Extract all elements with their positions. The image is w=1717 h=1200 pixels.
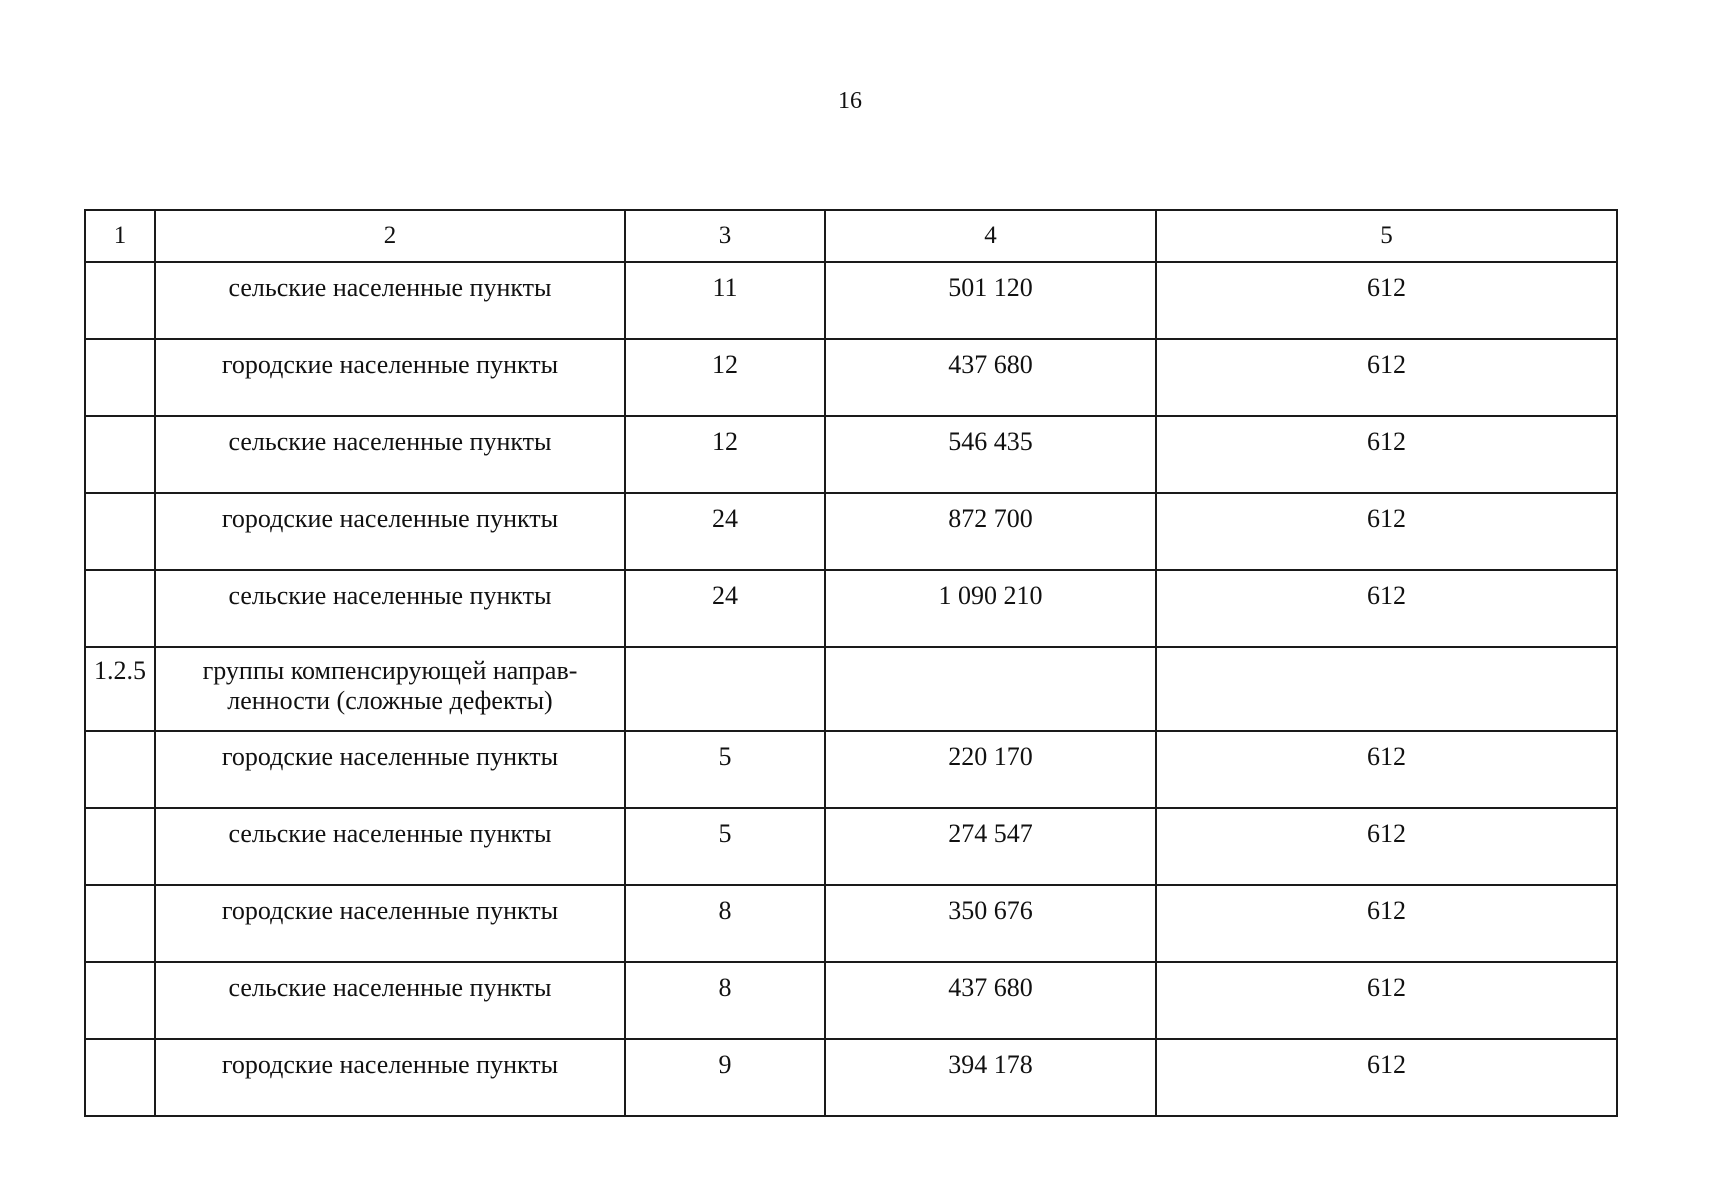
row-col3-cell: 5: [625, 808, 825, 885]
row-col3-cell: 12: [625, 339, 825, 416]
row-col4-cell: 220 170: [825, 731, 1156, 808]
row-col3-cell: 12: [625, 416, 825, 493]
row-col3-cell: 8: [625, 885, 825, 962]
row-col3-cell: 11: [625, 262, 825, 339]
row-col3-cell: 5: [625, 731, 825, 808]
row-name-cell: сельские населенные пункты: [155, 262, 625, 339]
table-body: [85, 262, 1617, 1116]
row-name-cell: сельские населенные пункты: [155, 962, 625, 1039]
row-name-cell: городские населенные пункты: [155, 731, 625, 808]
row-col4-cell: 546 435: [825, 416, 1156, 493]
row-name-cell: сельские населенные пункты: [155, 808, 625, 885]
row-col4-cell: 872 700: [825, 493, 1156, 570]
row-col3-cell: 24: [625, 570, 825, 647]
header-cell-3: 3: [625, 210, 825, 262]
row-col5-cell: 612: [1156, 339, 1617, 416]
row-col5-cell: 612: [1156, 493, 1617, 570]
row-number-cell: [85, 885, 155, 962]
row-col5-cell: 612: [1156, 885, 1617, 962]
table-row: [85, 962, 1617, 1039]
table-header: [85, 210, 1617, 262]
row-number-cell: [85, 493, 155, 570]
row-col4-cell: 501 120: [825, 262, 1156, 339]
header-row: [85, 210, 1617, 262]
row-number-cell: [85, 570, 155, 647]
row-col3-cell: 24: [625, 493, 825, 570]
row-col5-cell: 612: [1156, 962, 1617, 1039]
row-col4-cell: 437 680: [825, 962, 1156, 1039]
row-number-cell: [85, 731, 155, 808]
header-cell-1: 1: [85, 210, 155, 262]
row-col4-cell: 437 680: [825, 339, 1156, 416]
row-col5-cell: [1156, 647, 1617, 731]
row-number-cell: [85, 262, 155, 339]
table-row: [85, 808, 1617, 885]
row-col5-cell: 612: [1156, 731, 1617, 808]
row-col4-cell: 394 178: [825, 1039, 1156, 1116]
table-row: [85, 339, 1617, 416]
row-col4-cell: 350 676: [825, 885, 1156, 962]
row-name-cell: городские населенные пункты: [155, 1039, 625, 1116]
header-cell-4: 4: [825, 210, 1156, 262]
row-name-cell: городские населенные пункты: [155, 885, 625, 962]
data-table: [84, 209, 1618, 1117]
row-col5-cell: 612: [1156, 808, 1617, 885]
row-number-cell: [85, 808, 155, 885]
row-name-cell: городские населенные пункты: [155, 493, 625, 570]
row-number-cell: [85, 416, 155, 493]
row-col5-cell: 612: [1156, 416, 1617, 493]
header-cell-2: 2: [155, 210, 625, 262]
table-row: [85, 416, 1617, 493]
row-col5-cell: 612: [1156, 262, 1617, 339]
row-col4-cell: 274 547: [825, 808, 1156, 885]
row-col5-cell: 612: [1156, 570, 1617, 647]
section-row: [85, 647, 1617, 731]
table-row: [85, 262, 1617, 339]
page-number: 16: [838, 88, 862, 114]
table-row: [85, 885, 1617, 962]
table-row: [85, 1039, 1617, 1116]
section-number-cell: 1.2.5: [85, 647, 155, 731]
table-row: [85, 570, 1617, 647]
row-name-cell: сельские населенные пункты: [155, 416, 625, 493]
row-name-cell: городские населенные пункты: [155, 339, 625, 416]
row-col3-cell: 8: [625, 962, 825, 1039]
row-name-cell: сельские населенные пункты: [155, 570, 625, 647]
table-row: [85, 731, 1617, 808]
row-number-cell: [85, 962, 155, 1039]
row-col4-cell: [825, 647, 1156, 731]
row-col3-cell: [625, 647, 825, 731]
row-col4-cell: 1 090 210: [825, 570, 1156, 647]
row-col5-cell: 612: [1156, 1039, 1617, 1116]
row-col3-cell: 9: [625, 1039, 825, 1116]
header-cell-5: 5: [1156, 210, 1617, 262]
row-number-cell: [85, 1039, 155, 1116]
table-row: [85, 493, 1617, 570]
row-number-cell: [85, 339, 155, 416]
section-name-cell: группы компенсирующей направ-ленности (сложные дефекты): [155, 647, 625, 731]
